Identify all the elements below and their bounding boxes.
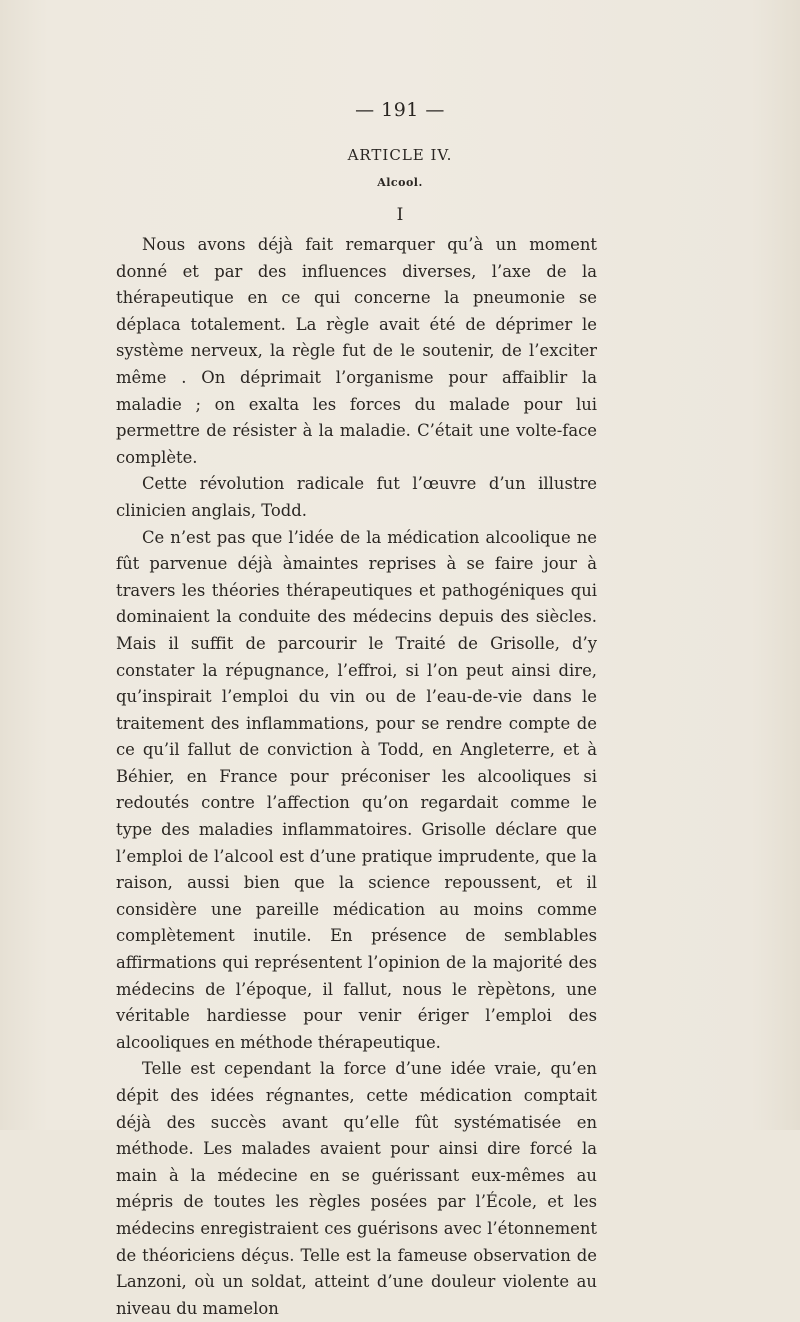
paragraph: Cette révolution radicale fut l’œuvre d’un illustre clinicien anglais, Todd.	[116, 474, 597, 520]
section-numeral: I	[396, 205, 404, 225]
section-title: Alcool.	[377, 176, 423, 189]
paragraph: Telle est cependant la force d’une idée vraie, qu’en dépit des idées régnantes, cette médication comptait déjà des succès avant qu’elle fût systématisée en méthode. Les malades avaient pour ainsi dire forcé la main à la médecine en se guérissant eux-mêmes au mépris de toutes les règles posées par l’École, et les médecins enregistraient ces guérisons avec l’étonnement de théoriciens déçus. Telle est la fameuse observation de Lanzoni, où un soldat, atteint d’une douleur violente au niveau du mamelon	[116, 1059, 597, 1318]
paragraph: Ce n’est pas que l’idée de la médication alcoolique ne fût parvenue déjà àmaintes reprises à se faire jour à travers les théories thérapeutiques et pathogéniques qui dominaient la conduite des médecins depuis des siècles. Mais il suffit de parcourir le Traité de Grisolle, d’y constater la répugnance, l’effroi, si l’on peut ainsi dire, qu’inspirait l’emploi du vin ou de l’eau-de-vie dans le traitement des inflammations, pour se rendre compte de ce qu’il fallut de conviction à Todd, en Angleterre, et à Béhier, en France pour préconiser les alcooliques si redoutés contre l’affection qu’on regardait comme le type des maladies inflammatoires. Grisolle déclare que l’emploi de l’alcool est d’une pratique imprudente, que la raison, aussi bien que la science repoussent, et il considère une pareille médication au moins comme complètement inutile. En présence de semblables affirmations qui représentent l’opinion de la majorité des médecins de l’époque, il fallut, nous le rèpètons, une véritable hardiesse pour venir ériger l’emploi des alcooliques en méthode thérapeutique.	[116, 527, 597, 1052]
page-number: — 191 —	[355, 99, 445, 121]
article-title: ARTICLE IV.	[347, 146, 453, 164]
body-text	[116, 232, 597, 1322]
paragraph: Nous avons déjà fait remarquer qu’à un moment donné et par des influences diverses, l’axe de la thérapeutique en ce qui concerne la pneumonie se déplaca totalement. La règle avait été de déprimer le système nerveux, la règle fut de le soutenir, de l’exciter même . On déprimait l’organisme pour affaiblir la maladie ; on exalta les forces du malade pour lui permettre de résister à la maladie. C’était une volte-face complète.	[116, 235, 597, 467]
